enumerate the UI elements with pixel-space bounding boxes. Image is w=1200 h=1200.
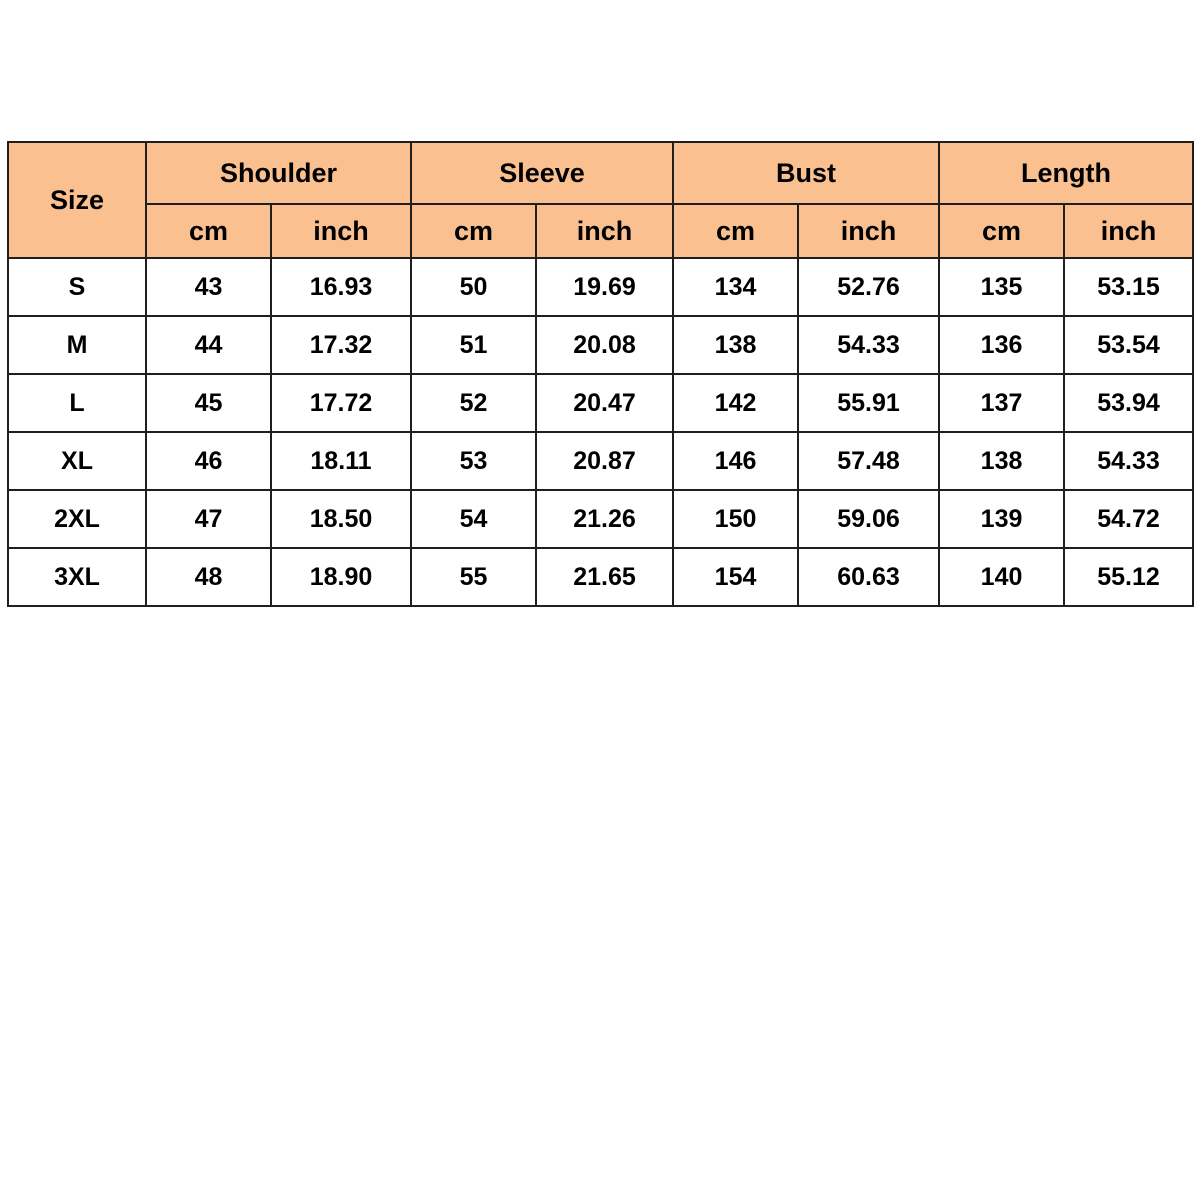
unit-header-shoulder-cm: cm [146, 204, 271, 258]
table-row-2xl [8, 490, 1193, 548]
bust-inch-value: 52.76 [798, 258, 939, 316]
bust-cm-value: 134 [673, 258, 798, 316]
table-row-s [8, 258, 1193, 316]
sleeve-cm-value: 50 [411, 258, 536, 316]
length-inch-value: 54.72 [1064, 490, 1193, 548]
shoulder-inch-value: 16.93 [271, 258, 411, 316]
sleeve-cm-value: 53 [411, 432, 536, 490]
bust-cm-value: 154 [673, 548, 798, 606]
shoulder-inch-value: 18.11 [271, 432, 411, 490]
size-label: M [8, 316, 146, 374]
sleeve-cm-value: 51 [411, 316, 536, 374]
size-label: L [8, 374, 146, 432]
table-row-3xl [8, 548, 1193, 606]
sleeve-inch-value: 20.47 [536, 374, 673, 432]
group-header-bust: Bust [673, 142, 939, 204]
sleeve-inch-value: 19.69 [536, 258, 673, 316]
length-cm-value: 139 [939, 490, 1064, 548]
bust-inch-value: 55.91 [798, 374, 939, 432]
shoulder-inch-value: 17.72 [271, 374, 411, 432]
unit-header-length-inch: inch [1064, 204, 1193, 258]
size-column-header: Size [8, 142, 146, 258]
table-row-m [8, 316, 1193, 374]
table-row-l [8, 374, 1193, 432]
bust-inch-value: 59.06 [798, 490, 939, 548]
length-inch-value: 53.94 [1064, 374, 1193, 432]
unit-header-bust-inch: inch [798, 204, 939, 258]
shoulder-cm-value: 44 [146, 316, 271, 374]
bust-inch-value: 60.63 [798, 548, 939, 606]
sleeve-cm-value: 55 [411, 548, 536, 606]
unit-header-bust-cm: cm [673, 204, 798, 258]
bust-cm-value: 142 [673, 374, 798, 432]
bust-cm-value: 146 [673, 432, 798, 490]
shoulder-cm-value: 43 [146, 258, 271, 316]
unit-header-row [8, 204, 1193, 258]
sleeve-inch-value: 21.26 [536, 490, 673, 548]
group-header-length: Length [939, 142, 1193, 204]
unit-header-shoulder-inch: inch [271, 204, 411, 258]
unit-header-length-cm: cm [939, 204, 1064, 258]
length-inch-value: 54.33 [1064, 432, 1193, 490]
sleeve-cm-value: 54 [411, 490, 536, 548]
table-row-xl [8, 432, 1193, 490]
unit-header-sleeve-cm: cm [411, 204, 536, 258]
unit-header-sleeve-inch: inch [536, 204, 673, 258]
shoulder-cm-value: 45 [146, 374, 271, 432]
group-header-row [8, 142, 1193, 204]
group-header-sleeve: Sleeve [411, 142, 673, 204]
size-label: XL [8, 432, 146, 490]
shoulder-inch-value: 17.32 [271, 316, 411, 374]
shoulder-inch-value: 18.90 [271, 548, 411, 606]
bust-cm-value: 150 [673, 490, 798, 548]
size-label: 3XL [8, 548, 146, 606]
sleeve-inch-value: 20.87 [536, 432, 673, 490]
length-cm-value: 135 [939, 258, 1064, 316]
shoulder-cm-value: 47 [146, 490, 271, 548]
length-cm-value: 137 [939, 374, 1064, 432]
length-cm-value: 140 [939, 548, 1064, 606]
shoulder-inch-value: 18.50 [271, 490, 411, 548]
sleeve-cm-value: 52 [411, 374, 536, 432]
group-header-shoulder: Shoulder [146, 142, 411, 204]
size-label: S [8, 258, 146, 316]
length-cm-value: 138 [939, 432, 1064, 490]
bust-cm-value: 138 [673, 316, 798, 374]
shoulder-cm-value: 48 [146, 548, 271, 606]
bust-inch-value: 54.33 [798, 316, 939, 374]
size-label: 2XL [8, 490, 146, 548]
length-inch-value: 55.12 [1064, 548, 1193, 606]
shoulder-cm-value: 46 [146, 432, 271, 490]
length-inch-value: 53.15 [1064, 258, 1193, 316]
length-inch-value: 53.54 [1064, 316, 1193, 374]
sleeve-inch-value: 20.08 [536, 316, 673, 374]
length-cm-value: 136 [939, 316, 1064, 374]
sleeve-inch-value: 21.65 [536, 548, 673, 606]
bust-inch-value: 57.48 [798, 432, 939, 490]
size-chart-table [7, 141, 1194, 607]
